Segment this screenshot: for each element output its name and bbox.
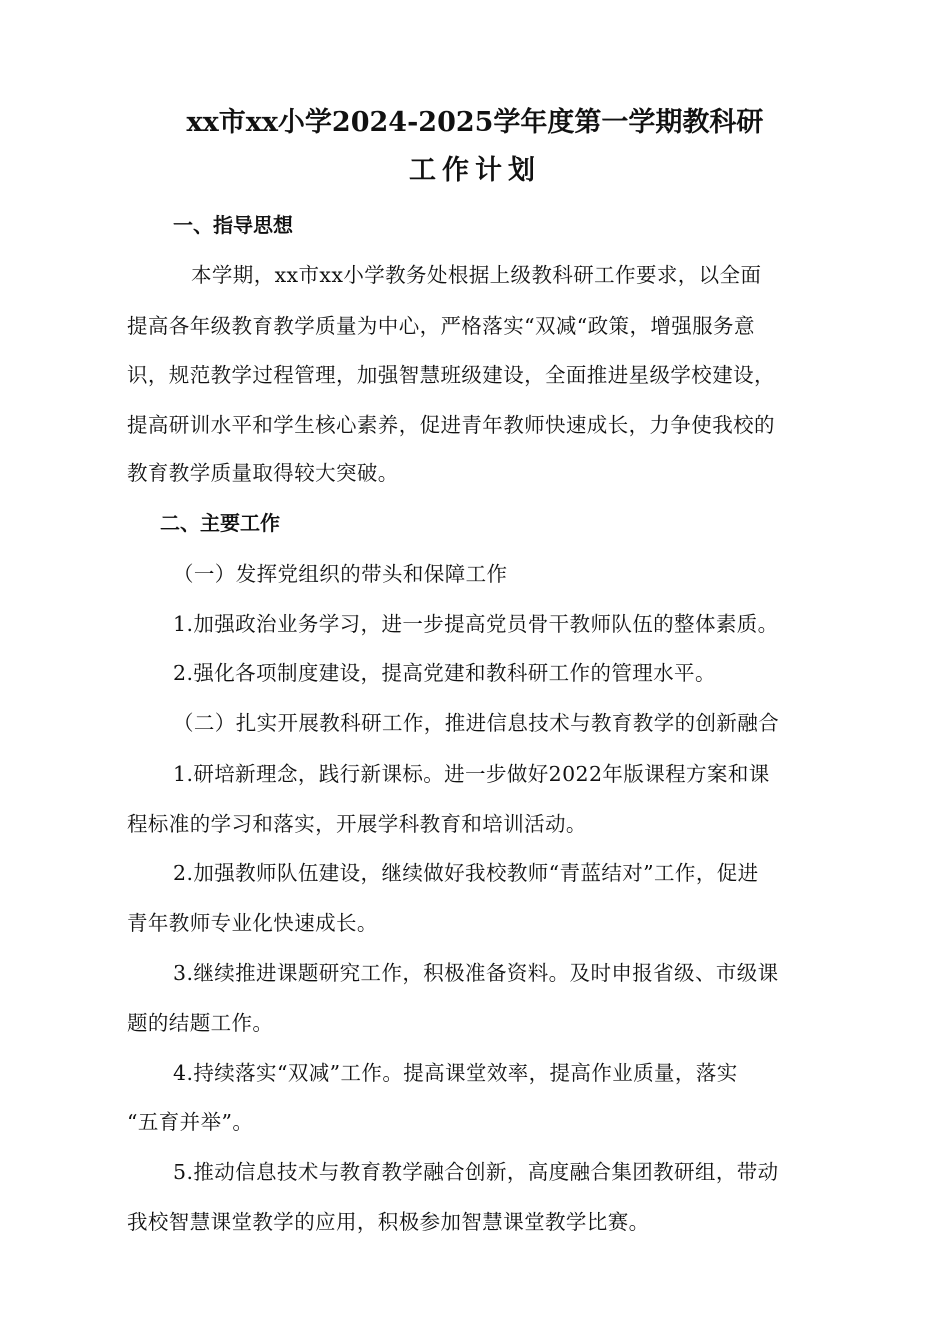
sub2-heading: （二）扎实开展教科研工作，推进信息技术与教育教学的创新融合 <box>173 711 780 735</box>
section1-line: 识，规范教学过程管理，加强智慧班级建设，全面推进星级学校建设， <box>127 363 775 387</box>
sub2-item-line: 4.持续落实“双减”工作。提高课堂效率，提高作业质量，落实 <box>173 1061 738 1085</box>
document-title-line1: xx市xx小学2024-2025学年度第一学期教科研 <box>186 107 764 138</box>
section1-heading: 一、指导思想 <box>173 213 293 237</box>
section1-line: 提高研训水平和学生核心素养，促进青年教师快速成长，力争使我校的 <box>127 413 775 437</box>
section1-line: 教育教学质量取得较大突破。 <box>127 461 399 485</box>
document-title-line2: 工作计划 <box>409 155 541 186</box>
section1-line: 提高各年级教育教学质量为中心，严格落实“双减“政策，增强服务意 <box>127 314 755 338</box>
sub2-item-line: “五育并举”。 <box>127 1110 254 1134</box>
section1-line: 本学期，xx市xx小学教务处根据上级教科研工作要求，以全面 <box>191 263 762 287</box>
sub2-item-line: 3.继续推进课题研究工作，积极准备资料。及时申报省级、市级课 <box>173 961 779 985</box>
sub2-item-line: 题的结题工作。 <box>127 1011 274 1035</box>
sub2-item-line: 青年教师专业化快速成长。 <box>127 911 378 935</box>
sub2-item-line: 5.推动信息技术与教育教学融合创新，高度融合集团教研组，带动 <box>173 1160 779 1184</box>
sub1-item: 1.加强政治业务学习，进一步提高党员骨干教师队伍的整体素质。 <box>173 612 779 636</box>
sub2-item-line: 2.加强教师队伍建设，继续做好我校教师“青蓝结对”工作，促进 <box>173 861 759 885</box>
sub2-item-line: 我校智慧课堂教学的应用，积极参加智慧课堂教学比赛。 <box>127 1210 650 1234</box>
sub1-item: 2.强化各项制度建设，提高党建和教科研工作的管理水平。 <box>173 661 716 685</box>
sub1-heading: （一）发挥党组织的带头和保障工作 <box>173 562 508 586</box>
section2-heading: 二、主要工作 <box>160 511 280 535</box>
sub2-item-line: 1.研培新理念，践行新课标。进一步做好2022年版课程方案和课 <box>173 762 770 786</box>
sub2-item-line: 程标准的学习和落实，开展学科教育和培训活动。 <box>127 812 587 836</box>
